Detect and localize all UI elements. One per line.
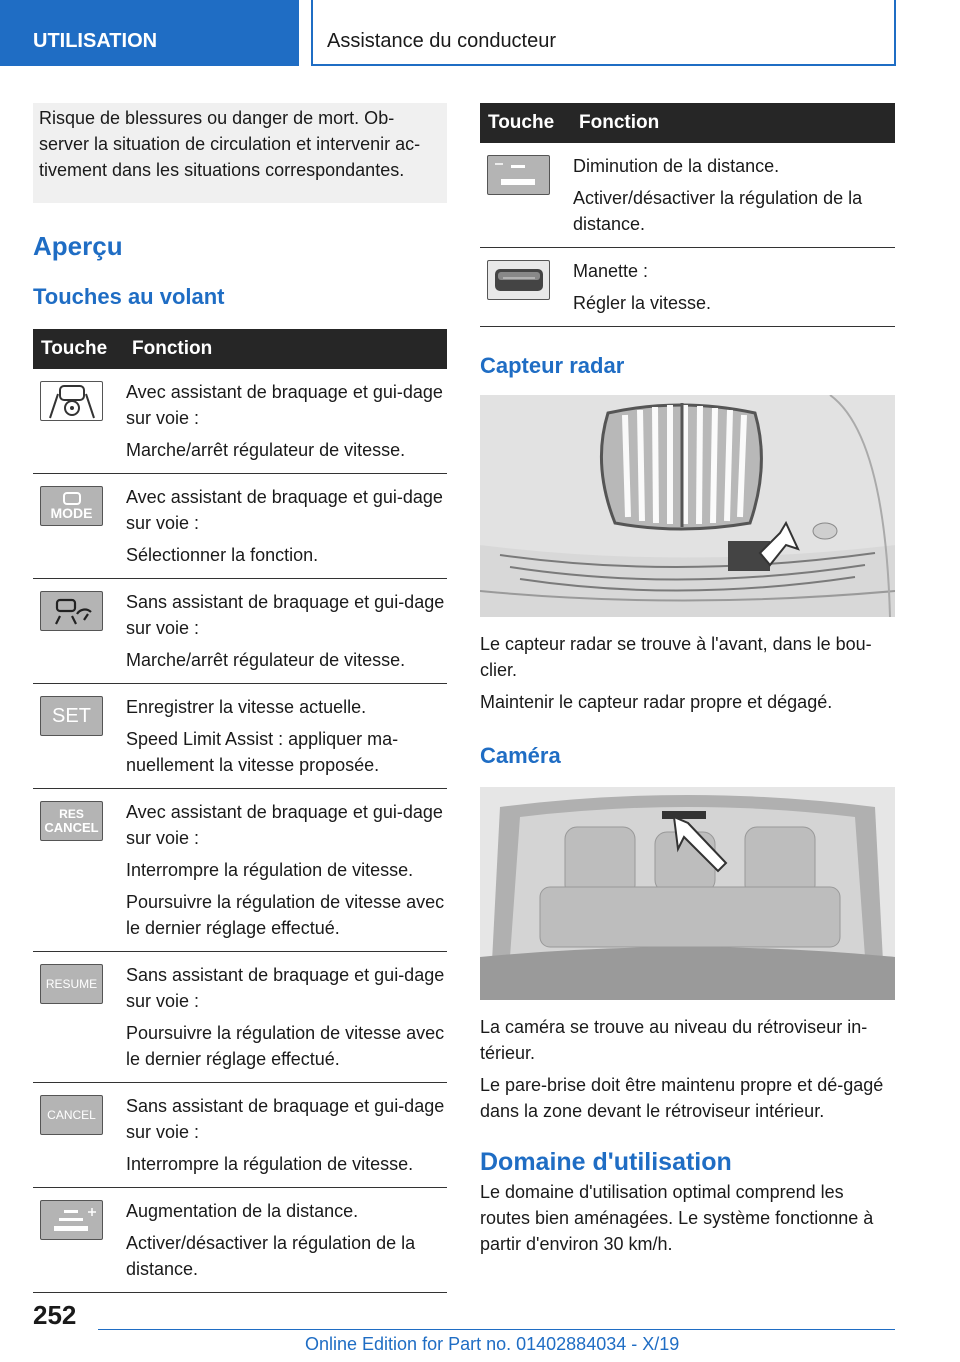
section-tab: UTILISATION	[0, 0, 299, 66]
right-column	[480, 103, 895, 1257]
table-row: RESUME Sans assistant de braquage et gui‐dage sur voie : Poursuivre la régulation de vitesse avec le dernier réglage effectué.	[33, 952, 447, 1083]
page-header	[0, 0, 960, 66]
cruise-control-icon	[40, 591, 103, 631]
set-button-icon: SET	[40, 696, 103, 736]
mode-button-icon: MODE	[40, 486, 103, 526]
footer-divider	[98, 1329, 895, 1330]
table-row: MODE Avec assistant de braquage et gui‐dage sur voie : Sélectionner la fonction.	[33, 474, 447, 579]
resume-button-icon: RESUME	[40, 964, 103, 1004]
radar-sensor-illustration	[480, 395, 895, 617]
table-row: CANCEL Sans assistant de braquage et gui‐dage sur voie : Interrompre la régulation de vitesse.	[33, 1083, 447, 1188]
domain-text: Le domaine d'utilisation optimal comprend les routes bien aménagées. Le système fonctionne à partir d'environ 30 km/h.	[480, 1182, 874, 1254]
overview-heading: Aperçu	[33, 231, 123, 261]
left-column	[33, 103, 447, 1293]
table-row: Augmentation de la distance. Activer/désactiver la régulation de la distance.	[33, 1188, 447, 1293]
table-row: Sans assistant de braquage et gui‐dage sur voie : Marche/arrêt régulateur de vitesse.	[33, 579, 447, 684]
col-function-header: Fonction	[126, 329, 447, 369]
kidney-grille	[601, 403, 761, 529]
cancel-button-icon: CANCEL	[40, 1095, 103, 1135]
table-row: SET Enregistrer la vitesse actuelle. Speed Limit Assist : appliquer ma‐nuellement la vitesse proposée.	[33, 684, 447, 789]
camera-heading: Caméra	[480, 743, 561, 768]
steering-assist-lane-icon	[40, 381, 103, 421]
radar-location-text: Le capteur radar se trouve à l'avant, dans le bou‐clier.	[480, 634, 872, 680]
edition-text: Online Edition for Part no. 01402884034 - X/19	[305, 1334, 680, 1354]
camera-windshield-text: Le pare-brise doit être maintenu propre et dé‐gagé dans la zone devant le rétroviseur intérieur.	[480, 1075, 884, 1121]
page-number: 252	[33, 1300, 77, 1330]
warning-box: Risque de blessures ou danger de mort. Ob‐server la situation de circulation et intervenir ac‐tivement dans les situations correspondantes.	[33, 103, 447, 203]
col-function-header: Fonction	[573, 103, 895, 143]
table-row: Diminution de la distance. Activer/désactiver la régulation de la distance.	[480, 143, 895, 248]
camera-location-text: La caméra se trouve au niveau du rétroviseur in‐térieur.	[480, 1017, 868, 1063]
col-key-header: Touche	[33, 329, 126, 369]
res-cancel-button-icon: RES CANCEL	[40, 801, 103, 841]
wheel-keys-table	[33, 329, 447, 1293]
wheel-keys-heading: Touches au volant	[33, 284, 225, 309]
col-key-header: Touche	[480, 103, 573, 143]
table-row: RES CANCEL Avec assistant de braquage et gui‐dage sur voie : Interrompre la régulation de vitesse. Poursuivre la régulation de vitesse avec le dernier réglage effectué.	[33, 789, 447, 952]
chapter-title: Assistance du conducteur	[311, 0, 896, 66]
table-row: Manette : Régler la vitesse.	[480, 248, 895, 327]
distance-decrease-icon	[487, 155, 550, 195]
rocker-switch-icon	[487, 260, 550, 300]
wheel-keys-table-continued	[480, 103, 895, 327]
table-header-row	[33, 329, 447, 369]
radar-heading: Capteur radar	[480, 353, 625, 378]
domain-heading: Domaine d'utilisation	[480, 1148, 732, 1176]
radar-clean-text: Maintenir le capteur radar propre et dégagé.	[480, 692, 833, 712]
table-header-row	[480, 103, 895, 143]
camera-illustration	[480, 787, 895, 1000]
distance-increase-icon	[40, 1200, 103, 1240]
table-row: Avec assistant de braquage et gui‐dage sur voie : Marche/arrêt régulateur de vitesse.	[33, 369, 447, 474]
rear-view-mirror	[662, 811, 706, 819]
